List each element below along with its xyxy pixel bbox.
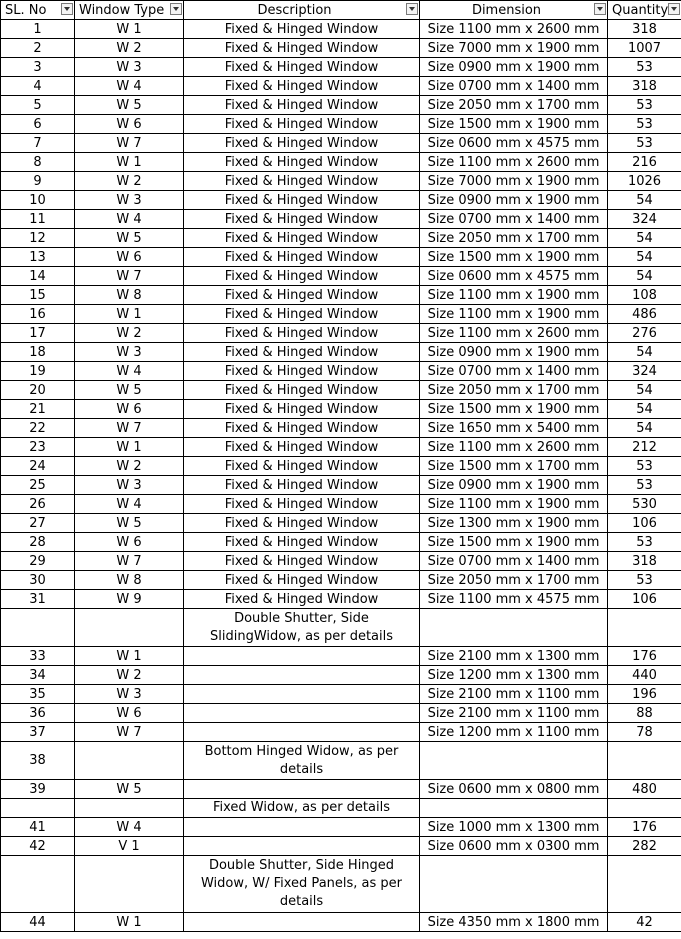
header-dimension — [420, 1, 608, 20]
cell-dimension[interactable]: Size 1100 mm x 1900 mm — [420, 286, 608, 305]
table-row — [1, 571, 681, 590]
cell-description[interactable]: Fixed Widow, as per details — [184, 799, 420, 818]
cell-window-type[interactable]: W 8 — [75, 286, 184, 305]
cell-description[interactable]: Fixed & Hinged Window — [184, 58, 420, 77]
cell-dimension[interactable]: Size 1500 mm x 1900 mm — [420, 533, 608, 552]
cell-sl-no[interactable]: 21 — [1, 400, 75, 419]
table-row — [1, 96, 681, 115]
cell-window-type[interactable]: W 7 — [75, 552, 184, 571]
cell-quantity[interactable]: 53 — [608, 533, 681, 552]
cell-quantity[interactable]: 176 — [608, 647, 681, 666]
cell-window-type[interactable]: W 5 — [75, 96, 184, 115]
cell-description[interactable]: Fixed & Hinged Window — [184, 172, 420, 191]
cell-dimension[interactable]: Size 1500 mm x 1700 mm — [420, 457, 608, 476]
cell-sl-no[interactable]: 33 — [1, 647, 75, 666]
cell-sl-no[interactable]: 28 — [1, 533, 75, 552]
cell-sl-no[interactable] — [1, 799, 75, 818]
cell-quantity[interactable]: 318 — [608, 552, 681, 571]
cell-description[interactable]: Fixed & Hinged Window — [184, 267, 420, 286]
section-row — [1, 856, 681, 913]
cell-sl-no[interactable]: 27 — [1, 514, 75, 533]
cell-dimension[interactable]: Size 1300 mm x 1900 mm — [420, 514, 608, 533]
cell-quantity[interactable]: 276 — [608, 324, 681, 343]
table-row — [1, 476, 681, 495]
cell-sl-no[interactable]: 7 — [1, 134, 75, 153]
cell-sl-no[interactable]: 35 — [1, 685, 75, 704]
table-row — [1, 400, 681, 419]
cell-sl-no[interactable]: 10 — [1, 191, 75, 210]
cell-quantity[interactable]: 53 — [608, 457, 681, 476]
cell-description[interactable]: Fixed & Hinged Window — [184, 96, 420, 115]
cell-window-type[interactable]: W 1 — [75, 647, 184, 666]
cell-window-type[interactable]: W 3 — [75, 343, 184, 362]
cell-sl-no[interactable]: 41 — [1, 818, 75, 837]
cell-dimension[interactable]: Size 0700 mm x 1400 mm — [420, 210, 608, 229]
cell-dimension[interactable]: Size 0600 mm x 4575 mm — [420, 134, 608, 153]
table-row — [1, 39, 681, 58]
cell-dimension[interactable]: Size 1100 mm x 2600 mm — [420, 20, 608, 39]
cell-window-type[interactable]: W 1 — [75, 305, 184, 324]
section-row — [1, 799, 681, 818]
header-row — [1, 1, 681, 20]
table-row — [1, 533, 681, 552]
cell-window-type[interactable]: W 2 — [75, 324, 184, 343]
table-row — [1, 666, 681, 685]
cell-window-type[interactable]: W 1 — [75, 438, 184, 457]
cell-window-type[interactable] — [75, 609, 184, 647]
cell-quantity[interactable]: 78 — [608, 723, 681, 742]
filter-dropdown-icon[interactable] — [170, 3, 182, 15]
header-label: Description — [257, 2, 332, 18]
cell-dimension[interactable] — [420, 609, 608, 647]
cell-description[interactable]: Fixed & Hinged Window — [184, 324, 420, 343]
cell-description[interactable]: Fixed & Hinged Window — [184, 419, 420, 438]
cell-dimension[interactable]: Size 1000 mm x 1300 mm — [420, 818, 608, 837]
cell-quantity[interactable]: 53 — [608, 134, 681, 153]
cell-window-type[interactable]: W 6 — [75, 115, 184, 134]
cell-dimension[interactable]: Size 1100 mm x 2600 mm — [420, 324, 608, 343]
cell-dimension[interactable]: Size 1500 mm x 1900 mm — [420, 248, 608, 267]
cell-dimension[interactable]: Size 0600 mm x 0300 mm — [420, 837, 608, 856]
header-label: Window Type — [79, 2, 165, 18]
cell-description[interactable] — [184, 647, 420, 666]
cell-dimension[interactable]: Size 0600 mm x 0800 mm — [420, 780, 608, 799]
cell-quantity[interactable]: 106 — [608, 514, 681, 533]
cell-sl-no[interactable]: 19 — [1, 362, 75, 381]
table-row — [1, 381, 681, 400]
cell-dimension[interactable]: Size 2100 mm x 1100 mm — [420, 704, 608, 723]
cell-dimension[interactable]: Size 1100 mm x 1900 mm — [420, 495, 608, 514]
cell-sl-no[interactable]: 42 — [1, 837, 75, 856]
cell-description[interactable] — [184, 723, 420, 742]
cell-dimension[interactable]: Size 2050 mm x 1700 mm — [420, 571, 608, 590]
table-row — [1, 780, 681, 799]
table-row — [1, 495, 681, 514]
header-window-type — [75, 1, 184, 20]
table-row — [1, 134, 681, 153]
cell-quantity[interactable]: 53 — [608, 476, 681, 495]
table-row — [1, 685, 681, 704]
cell-quantity[interactable] — [608, 742, 681, 780]
cell-dimension[interactable]: Size 1100 mm x 1900 mm — [420, 305, 608, 324]
cell-window-type[interactable]: W 7 — [75, 419, 184, 438]
cell-quantity[interactable]: 108 — [608, 286, 681, 305]
cell-quantity[interactable]: 324 — [608, 362, 681, 381]
cell-sl-no[interactable] — [1, 856, 75, 913]
cell-quantity[interactable]: 53 — [608, 58, 681, 77]
cell-sl-no[interactable]: 18 — [1, 343, 75, 362]
cell-sl-no[interactable]: 38 — [1, 742, 75, 780]
filter-dropdown-icon[interactable] — [668, 3, 680, 15]
cell-sl-no[interactable]: 14 — [1, 267, 75, 286]
table-row — [1, 837, 681, 856]
cell-window-type[interactable]: W 1 — [75, 153, 184, 172]
cell-description[interactable]: Bottom Hinged Widow, as per details — [184, 742, 420, 780]
cell-dimension[interactable]: Size 2050 mm x 1700 mm — [420, 229, 608, 248]
cell-dimension[interactable] — [420, 856, 608, 913]
cell-window-type[interactable]: W 1 — [75, 913, 184, 932]
header-label: Quantity — [612, 2, 669, 18]
table-row — [1, 172, 681, 191]
cell-quantity[interactable]: 42 — [608, 913, 681, 932]
cell-description[interactable] — [184, 685, 420, 704]
cell-window-type[interactable]: W 5 — [75, 381, 184, 400]
section-row — [1, 609, 681, 647]
cell-dimension[interactable]: Size 7000 mm x 1900 mm — [420, 172, 608, 191]
table-row — [1, 723, 681, 742]
section-row — [1, 742, 681, 780]
cell-quantity[interactable]: 54 — [608, 419, 681, 438]
cell-dimension[interactable]: Size 0900 mm x 1900 mm — [420, 343, 608, 362]
cell-sl-no[interactable]: 31 — [1, 590, 75, 609]
cell-description[interactable]: Fixed & Hinged Window — [184, 153, 420, 172]
cell-dimension[interactable]: Size 0700 mm x 1400 mm — [420, 362, 608, 381]
table-row — [1, 457, 681, 476]
cell-description[interactable]: Fixed & Hinged Window — [184, 39, 420, 58]
table-row — [1, 913, 681, 932]
cell-quantity[interactable]: 54 — [608, 267, 681, 286]
cell-description[interactable]: Fixed & Hinged Window — [184, 115, 420, 134]
cell-description[interactable]: Fixed & Hinged Window — [184, 134, 420, 153]
table-row — [1, 419, 681, 438]
cell-description[interactable] — [184, 913, 420, 932]
cell-dimension[interactable]: Size 0900 mm x 1900 mm — [420, 191, 608, 210]
cell-quantity[interactable]: 212 — [608, 438, 681, 457]
cell-sl-no[interactable]: 23 — [1, 438, 75, 457]
cell-description[interactable]: Fixed & Hinged Window — [184, 381, 420, 400]
cell-sl-no[interactable]: 17 — [1, 324, 75, 343]
table-body — [1, 20, 681, 932]
cell-sl-no[interactable]: 26 — [1, 495, 75, 514]
cell-window-type[interactable]: W 3 — [75, 685, 184, 704]
cell-sl-no[interactable]: 15 — [1, 286, 75, 305]
header-quantity — [608, 1, 681, 20]
cell-sl-no[interactable]: 4 — [1, 77, 75, 96]
cell-window-type[interactable] — [75, 742, 184, 780]
table-row — [1, 229, 681, 248]
header-label: Dimension — [471, 2, 542, 18]
cell-quantity[interactable]: 1026 — [608, 172, 681, 191]
cell-window-type[interactable]: W 4 — [75, 818, 184, 837]
cell-sl-no[interactable]: 24 — [1, 457, 75, 476]
cell-quantity[interactable]: 53 — [608, 96, 681, 115]
cell-dimension[interactable]: Size 0700 mm x 1400 mm — [420, 552, 608, 571]
cell-sl-no[interactable] — [1, 609, 75, 647]
table-row — [1, 362, 681, 381]
cell-quantity[interactable]: 88 — [608, 704, 681, 723]
cell-quantity[interactable]: 282 — [608, 837, 681, 856]
cell-window-type[interactable]: W 2 — [75, 666, 184, 685]
cell-description[interactable]: Double Shutter, Side SlidingWidow, as per details — [184, 609, 420, 647]
cell-quantity[interactable]: 480 — [608, 780, 681, 799]
table-row — [1, 305, 681, 324]
cell-description[interactable]: Fixed & Hinged Window — [184, 533, 420, 552]
cell-sl-no[interactable]: 16 — [1, 305, 75, 324]
cell-description[interactable]: Fixed & Hinged Window — [184, 343, 420, 362]
cell-quantity[interactable]: 530 — [608, 495, 681, 514]
cell-description[interactable]: Fixed & Hinged Window — [184, 457, 420, 476]
cell-description[interactable]: Fixed & Hinged Window — [184, 552, 420, 571]
cell-quantity[interactable] — [608, 609, 681, 647]
cell-window-type[interactable] — [75, 856, 184, 913]
table-row — [1, 438, 681, 457]
cell-quantity[interactable]: 486 — [608, 305, 681, 324]
cell-sl-no[interactable]: 34 — [1, 666, 75, 685]
table-row — [1, 818, 681, 837]
cell-dimension[interactable]: Size 1200 mm x 1300 mm — [420, 666, 608, 685]
cell-description[interactable] — [184, 666, 420, 685]
cell-window-type[interactable]: W 9 — [75, 590, 184, 609]
cell-sl-no[interactable]: 29 — [1, 552, 75, 571]
cell-sl-no[interactable]: 9 — [1, 172, 75, 191]
cell-window-type[interactable]: W 2 — [75, 172, 184, 191]
cell-sl-no[interactable]: 44 — [1, 913, 75, 932]
filter-dropdown-icon[interactable] — [594, 3, 606, 15]
cell-sl-no[interactable]: 2 — [1, 39, 75, 58]
cell-description[interactable]: Fixed & Hinged Window — [184, 248, 420, 267]
cell-window-type[interactable]: W 4 — [75, 495, 184, 514]
table-row — [1, 267, 681, 286]
cell-dimension[interactable]: Size 2100 mm x 1300 mm — [420, 647, 608, 666]
cell-sl-no[interactable]: 13 — [1, 248, 75, 267]
cell-window-type[interactable]: W 5 — [75, 780, 184, 799]
table-row — [1, 286, 681, 305]
cell-dimension[interactable]: Size 4350 mm x 1800 mm — [420, 913, 608, 932]
cell-description[interactable]: Fixed & Hinged Window — [184, 514, 420, 533]
cell-dimension[interactable]: Size 2050 mm x 1700 mm — [420, 381, 608, 400]
filter-dropdown-icon[interactable] — [61, 3, 73, 15]
table-row — [1, 153, 681, 172]
cell-quantity[interactable] — [608, 856, 681, 913]
cell-quantity[interactable]: 1007 — [608, 39, 681, 58]
header-sl-no — [1, 1, 75, 20]
cell-description[interactable]: Fixed & Hinged Window — [184, 191, 420, 210]
cell-quantity[interactable]: 216 — [608, 153, 681, 172]
cell-quantity[interactable]: 54 — [608, 191, 681, 210]
table-row — [1, 324, 681, 343]
cell-dimension[interactable]: Size 0600 mm x 4575 mm — [420, 267, 608, 286]
cell-quantity[interactable]: 176 — [608, 818, 681, 837]
cell-window-type[interactable]: W 5 — [75, 514, 184, 533]
cell-sl-no[interactable]: 11 — [1, 210, 75, 229]
cell-quantity[interactable] — [608, 799, 681, 818]
cell-description[interactable]: Fixed & Hinged Window — [184, 400, 420, 419]
cell-quantity[interactable]: 53 — [608, 571, 681, 590]
cell-window-type[interactable]: W 1 — [75, 20, 184, 39]
table-row — [1, 647, 681, 666]
cell-quantity[interactable]: 324 — [608, 210, 681, 229]
table-row — [1, 590, 681, 609]
cell-sl-no[interactable]: 5 — [1, 96, 75, 115]
cell-description[interactable]: Fixed & Hinged Window — [184, 20, 420, 39]
table-row — [1, 58, 681, 77]
cell-quantity[interactable]: 54 — [608, 381, 681, 400]
cell-description[interactable] — [184, 837, 420, 856]
cell-sl-no[interactable]: 30 — [1, 571, 75, 590]
cell-description[interactable] — [184, 704, 420, 723]
cell-window-type[interactable] — [75, 799, 184, 818]
header-label: SL. No — [5, 2, 47, 18]
cell-description[interactable]: Fixed & Hinged Window — [184, 305, 420, 324]
cell-description[interactable]: Fixed & Hinged Window — [184, 77, 420, 96]
cell-window-type[interactable]: W 4 — [75, 210, 184, 229]
cell-dimension[interactable]: Size 1100 mm x 4575 mm — [420, 590, 608, 609]
cell-window-type[interactable]: W 5 — [75, 229, 184, 248]
cell-sl-no[interactable]: 20 — [1, 381, 75, 400]
cell-quantity[interactable]: 54 — [608, 400, 681, 419]
cell-dimension[interactable]: Size 1500 mm x 1900 mm — [420, 115, 608, 134]
cell-description[interactable]: Fixed & Hinged Window — [184, 571, 420, 590]
cell-window-type[interactable]: W 6 — [75, 533, 184, 552]
cell-sl-no[interactable]: 3 — [1, 58, 75, 77]
cell-description[interactable]: Double Shutter, Side Hinged Widow, W/ Fixed Panels, as per details — [184, 856, 420, 913]
table-row — [1, 191, 681, 210]
cell-window-type[interactable]: W 8 — [75, 571, 184, 590]
cell-description[interactable]: Fixed & Hinged Window — [184, 229, 420, 248]
cell-sl-no[interactable]: 8 — [1, 153, 75, 172]
cell-window-type[interactable]: W 2 — [75, 39, 184, 58]
cell-dimension[interactable]: Size 0900 mm x 1900 mm — [420, 476, 608, 495]
cell-sl-no[interactable]: 6 — [1, 115, 75, 134]
cell-sl-no[interactable]: 37 — [1, 723, 75, 742]
cell-quantity[interactable]: 440 — [608, 666, 681, 685]
cell-window-type[interactable]: W 6 — [75, 704, 184, 723]
cell-quantity[interactable]: 53 — [608, 115, 681, 134]
cell-dimension[interactable]: Size 0700 mm x 1400 mm — [420, 77, 608, 96]
table-row — [1, 343, 681, 362]
cell-description[interactable] — [184, 780, 420, 799]
cell-description[interactable]: Fixed & Hinged Window — [184, 476, 420, 495]
cell-dimension[interactable]: Size 2050 mm x 1700 mm — [420, 96, 608, 115]
cell-window-type[interactable]: V 1 — [75, 837, 184, 856]
cell-window-type[interactable]: W 4 — [75, 362, 184, 381]
cell-window-type[interactable]: W 2 — [75, 457, 184, 476]
cell-quantity[interactable]: 318 — [608, 77, 681, 96]
cell-description[interactable]: Fixed & Hinged Window — [184, 362, 420, 381]
filter-dropdown-icon[interactable] — [406, 3, 418, 15]
table-row — [1, 20, 681, 39]
cell-window-type[interactable]: W 4 — [75, 77, 184, 96]
cell-description[interactable]: Fixed & Hinged Window — [184, 495, 420, 514]
table-row — [1, 704, 681, 723]
cell-description[interactable] — [184, 818, 420, 837]
cell-quantity[interactable]: 106 — [608, 590, 681, 609]
cell-description[interactable]: Fixed & Hinged Window — [184, 286, 420, 305]
cell-window-type[interactable]: W 3 — [75, 476, 184, 495]
table-row — [1, 514, 681, 533]
cell-description[interactable]: Fixed & Hinged Window — [184, 438, 420, 457]
cell-dimension[interactable]: Size 2100 mm x 1100 mm — [420, 685, 608, 704]
cell-window-type[interactable]: W 3 — [75, 191, 184, 210]
cell-window-type[interactable]: W 7 — [75, 723, 184, 742]
cell-dimension[interactable] — [420, 799, 608, 818]
cell-sl-no[interactable]: 22 — [1, 419, 75, 438]
cell-window-type[interactable]: W 6 — [75, 400, 184, 419]
table-row — [1, 115, 681, 134]
cell-dimension[interactable]: Size 7000 mm x 1900 mm — [420, 39, 608, 58]
cell-sl-no[interactable]: 39 — [1, 780, 75, 799]
cell-dimension[interactable]: Size 1100 mm x 2600 mm — [420, 438, 608, 457]
cell-description[interactable]: Fixed & Hinged Window — [184, 590, 420, 609]
cell-dimension[interactable]: Size 1200 mm x 1100 mm — [420, 723, 608, 742]
cell-dimension[interactable]: Size 1100 mm x 2600 mm — [420, 153, 608, 172]
cell-window-type[interactable]: W 7 — [75, 134, 184, 153]
cell-sl-no[interactable]: 25 — [1, 476, 75, 495]
cell-description[interactable]: Fixed & Hinged Window — [184, 210, 420, 229]
cell-sl-no[interactable]: 1 — [1, 20, 75, 39]
cell-dimension[interactable]: Size 1500 mm x 1900 mm — [420, 400, 608, 419]
table-row — [1, 552, 681, 571]
cell-window-type[interactable]: W 7 — [75, 267, 184, 286]
cell-quantity[interactable]: 54 — [608, 248, 681, 267]
cell-quantity[interactable]: 54 — [608, 229, 681, 248]
cell-window-type[interactable]: W 6 — [75, 248, 184, 267]
cell-window-type[interactable]: W 3 — [75, 58, 184, 77]
cell-dimension[interactable]: Size 1650 mm x 5400 mm — [420, 419, 608, 438]
cell-dimension[interactable] — [420, 742, 608, 780]
table-row — [1, 77, 681, 96]
header-description — [184, 1, 420, 20]
table-row — [1, 210, 681, 229]
cell-sl-no[interactable]: 12 — [1, 229, 75, 248]
cell-sl-no[interactable]: 36 — [1, 704, 75, 723]
table-row — [1, 248, 681, 267]
cell-quantity[interactable]: 318 — [608, 20, 681, 39]
cell-quantity[interactable]: 196 — [608, 685, 681, 704]
cell-quantity[interactable]: 54 — [608, 343, 681, 362]
cell-dimension[interactable]: Size 0900 mm x 1900 mm — [420, 58, 608, 77]
